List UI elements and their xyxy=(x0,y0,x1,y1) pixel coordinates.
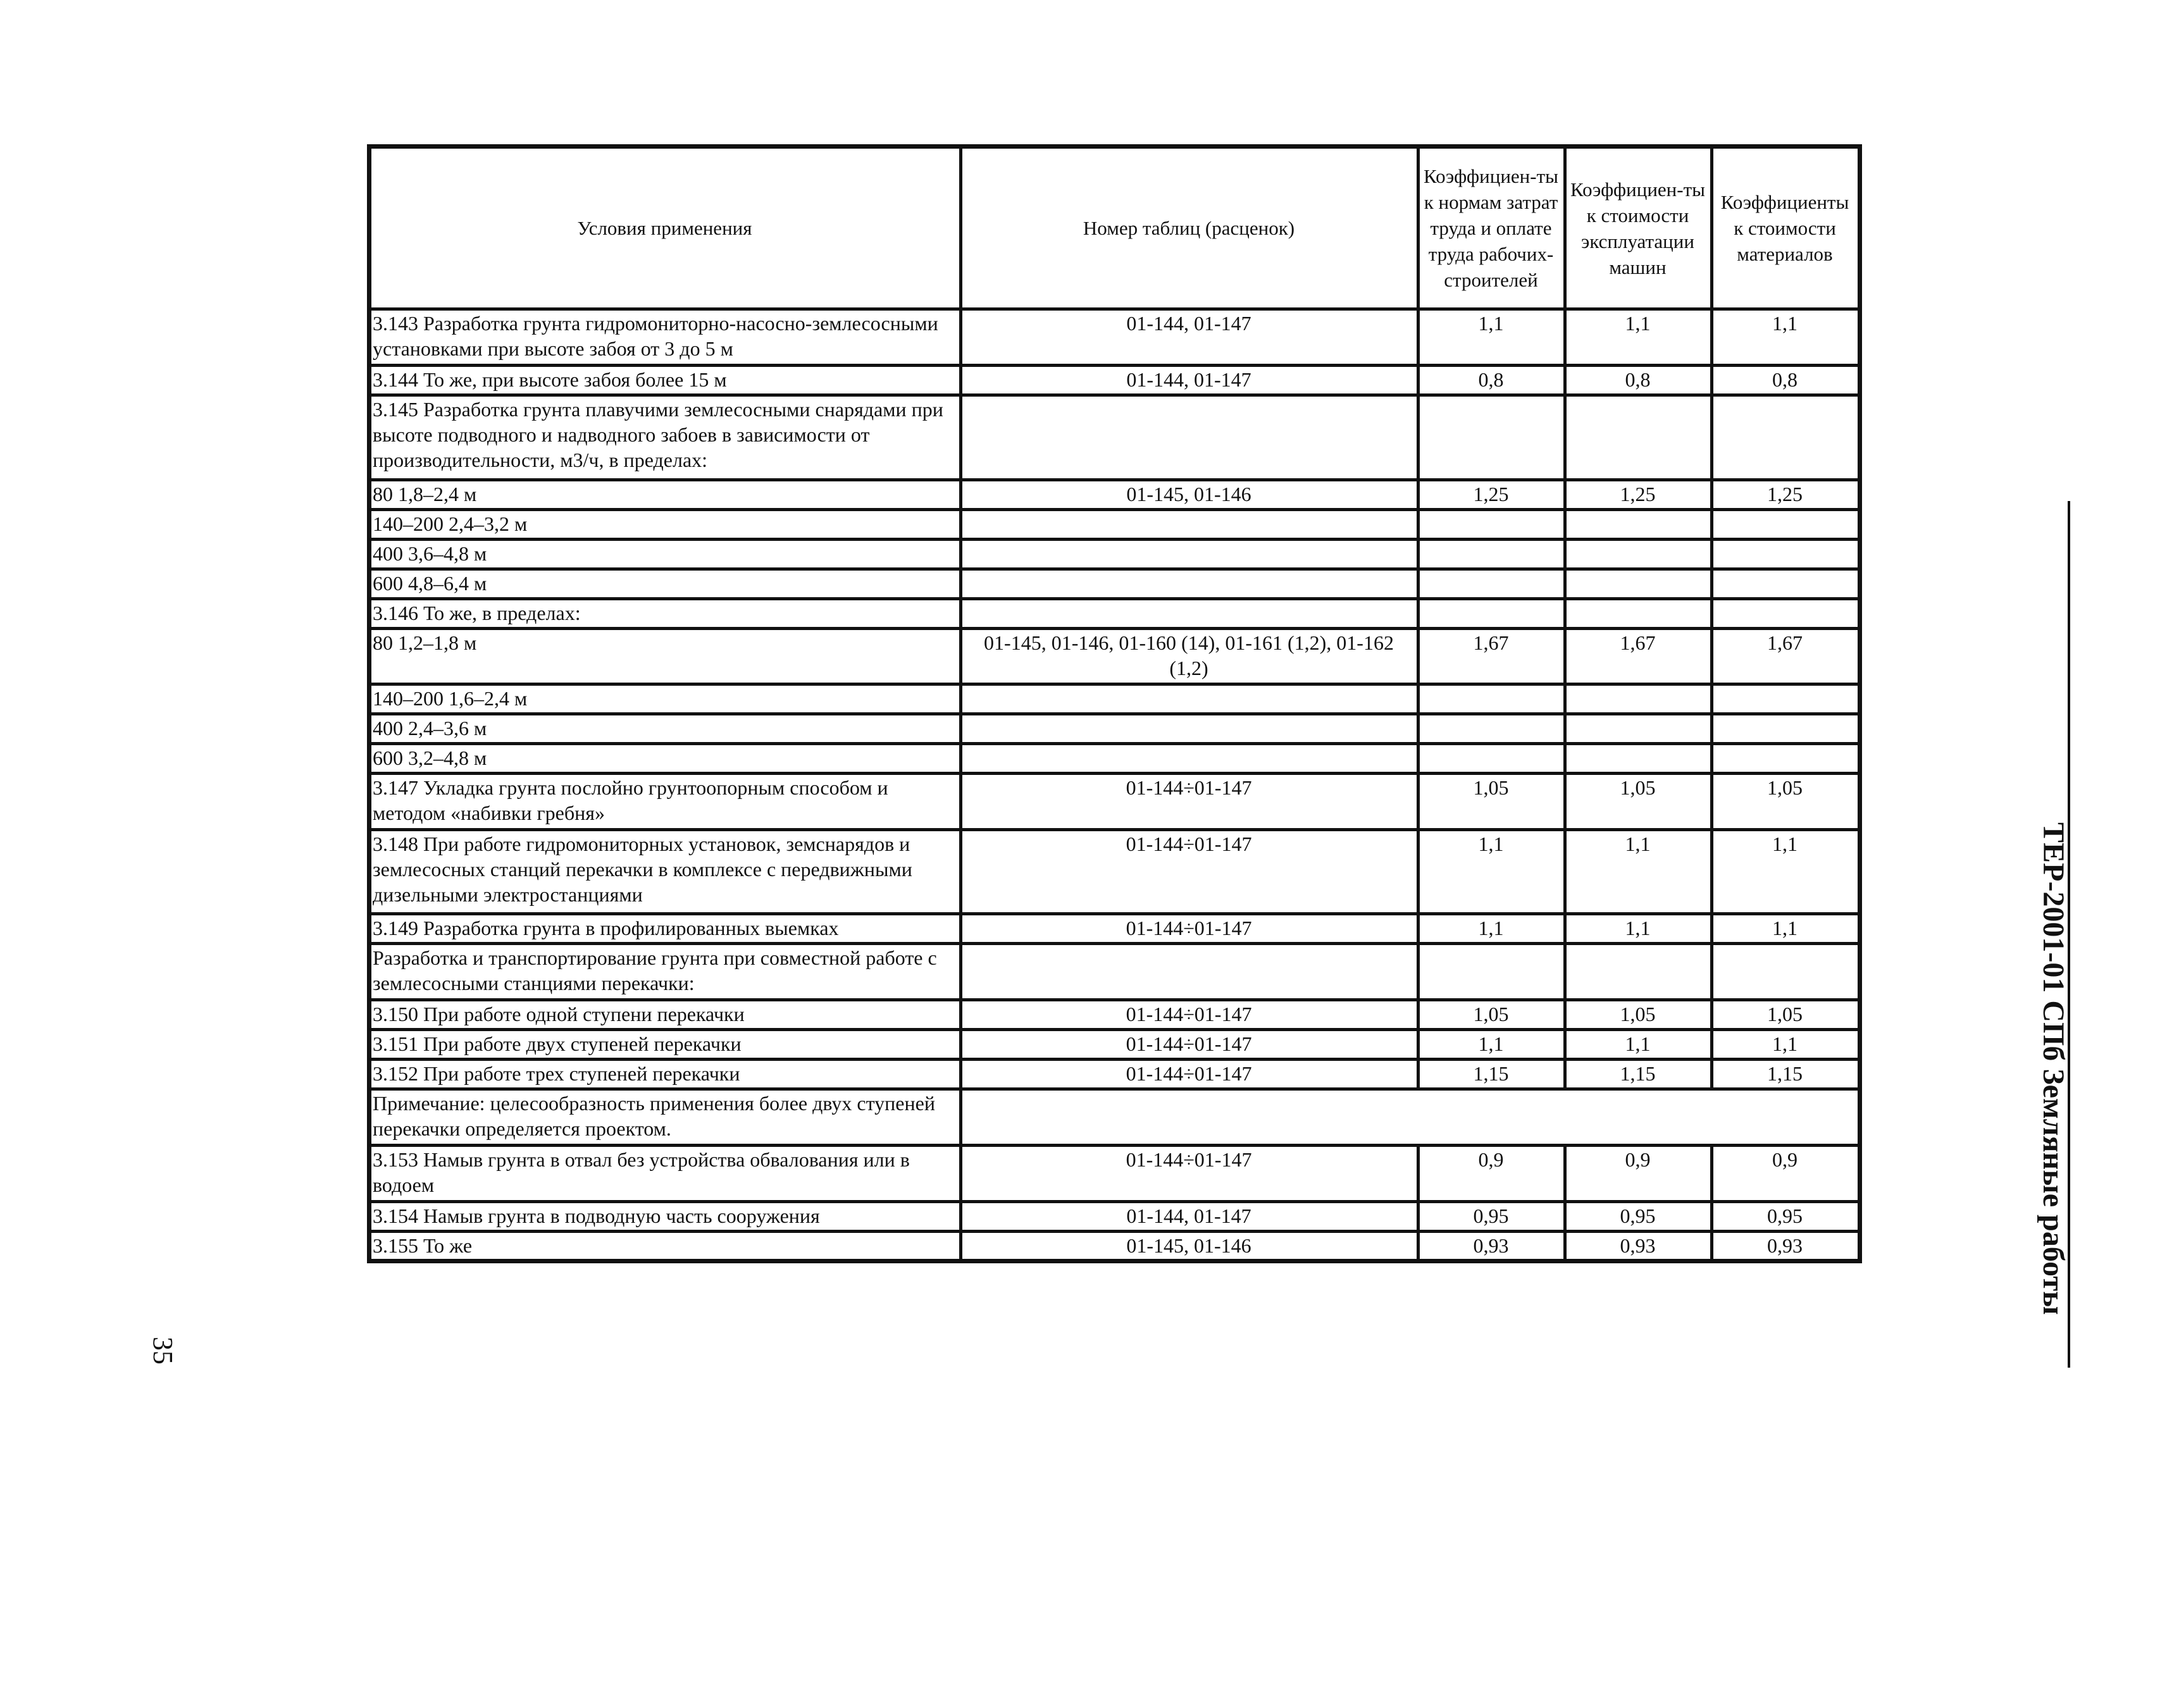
conditions-cell: 3.144 То же, при высоте забоя более 15 м xyxy=(369,366,961,395)
table-row xyxy=(369,599,1860,629)
coef-materials-cell xyxy=(1712,510,1860,540)
coef-machines-cell: 0,93 xyxy=(1565,1232,1712,1261)
coef-materials-cell xyxy=(1712,944,1860,1000)
table-row xyxy=(369,944,1860,1000)
table-row xyxy=(369,684,1860,714)
table-row xyxy=(369,540,1860,569)
table-row xyxy=(369,914,1860,944)
conditions-cell: 3.143 Разработка грунта гидромониторно-насосно-землесосными установками при высоте забоя от 3 до 5 м xyxy=(369,309,961,366)
coef-labor-cell: 0,8 xyxy=(1419,366,1565,395)
conditions-cell: 3.150 При работе одной ступени перекачки xyxy=(369,1000,961,1030)
table-numbers-cell: 01-144, 01-147 xyxy=(961,366,1419,395)
table-numbers-cell xyxy=(961,540,1419,569)
coef-labor-cell: 1,1 xyxy=(1419,830,1565,914)
table-numbers-cell: 01-144÷01-147 xyxy=(961,1060,1419,1089)
coef-machines-cell: 1,15 xyxy=(1565,1060,1712,1089)
conditions-cell: 140–200 1,6–2,4 м xyxy=(369,684,961,714)
table-numbers-cell: 01-144÷01-147 xyxy=(961,774,1419,830)
table-row xyxy=(369,309,1860,366)
table-numbers-cell xyxy=(961,569,1419,599)
coef-labor-cell: 1,1 xyxy=(1419,309,1565,366)
coef-labor-cell xyxy=(1419,569,1565,599)
coef-labor-cell: 0,95 xyxy=(1419,1202,1565,1232)
table-row xyxy=(369,1060,1860,1089)
conditions-cell: 400 2,4–3,6 м xyxy=(369,714,961,744)
table-row xyxy=(369,395,1860,480)
table-numbers-cell xyxy=(961,510,1419,540)
coef-machines-cell: 0,9 xyxy=(1565,1146,1712,1202)
coef-machines-cell xyxy=(1565,599,1712,629)
coef-materials-cell: 1,05 xyxy=(1712,1000,1860,1030)
coef-machines-cell: 1,25 xyxy=(1565,480,1712,510)
header-row xyxy=(369,147,1860,309)
coef-materials-cell: 1,1 xyxy=(1712,1030,1860,1060)
coef-materials-cell: 1,1 xyxy=(1712,830,1860,914)
table-row xyxy=(369,1146,1860,1202)
conditions-cell: 400 3,6–4,8 м xyxy=(369,540,961,569)
coef-materials-cell: 1,67 xyxy=(1712,629,1860,684)
conditions-cell: 3.146 То же, в пределах: xyxy=(369,599,961,629)
conditions-cell: 3.151 При работе двух ступеней перекачки xyxy=(369,1030,961,1060)
coef-machines-cell xyxy=(1565,569,1712,599)
table-row xyxy=(369,714,1860,744)
conditions-cell: 600 3,2–4,8 м xyxy=(369,744,961,774)
table-row xyxy=(369,480,1860,510)
coef-machines-cell xyxy=(1565,944,1712,1000)
coef-materials-cell: 1,05 xyxy=(1712,774,1860,830)
table-numbers-cell: 01-144÷01-147 xyxy=(961,1030,1419,1060)
table-numbers-cell xyxy=(961,684,1419,714)
table-row xyxy=(369,366,1860,395)
coef-labor-cell: 0,9 xyxy=(1419,1146,1565,1202)
table-numbers-cell: 01-144, 01-147 xyxy=(961,309,1419,366)
table-numbers-cell: 01-145, 01-146 xyxy=(961,480,1419,510)
coef-labor-cell: 1,15 xyxy=(1419,1060,1565,1089)
table-numbers-cell: 01-144, 01-147 xyxy=(961,1202,1419,1232)
coef-labor-cell xyxy=(1419,510,1565,540)
note-row xyxy=(369,1089,1860,1146)
coef-materials-cell: 0,9 xyxy=(1712,1146,1860,1202)
table-row xyxy=(369,774,1860,830)
conditions-cell: 3.153 Намыв грунта в отвал без устройства обвалования или в водоем xyxy=(369,1146,961,1202)
coef-machines-cell xyxy=(1565,744,1712,774)
coef-machines-cell xyxy=(1565,684,1712,714)
table-row xyxy=(369,629,1860,684)
coef-labor-cell: 1,67 xyxy=(1419,629,1565,684)
table-row xyxy=(369,1232,1860,1261)
coef-materials-cell: 0,8 xyxy=(1712,366,1860,395)
table-numbers-cell: 01-144÷01-147 xyxy=(961,1000,1419,1030)
note-empty-cell xyxy=(961,1089,1860,1146)
table-row xyxy=(369,1030,1860,1060)
coef-machines-cell: 1,05 xyxy=(1565,1000,1712,1030)
coef-materials-cell xyxy=(1712,540,1860,569)
note-cell: Примечание: целесообразность применения более двух ступеней перекачки определяется проектом. xyxy=(369,1089,961,1146)
coef-labor-cell xyxy=(1419,944,1565,1000)
table-numbers-cell xyxy=(961,944,1419,1000)
table-numbers-cell xyxy=(961,599,1419,629)
conditions-cell: Разработка и транспортирование грунта при совместной работе с землесосными станциями перекачки: xyxy=(369,944,961,1000)
coef-labor-cell xyxy=(1419,684,1565,714)
coef-materials-cell xyxy=(1712,599,1860,629)
conditions-cell: 80 1,2–1,8 м xyxy=(369,629,961,684)
coef-machines-cell: 1,67 xyxy=(1565,629,1712,684)
coef-machines-cell: 0,95 xyxy=(1565,1202,1712,1232)
coef-labor-cell xyxy=(1419,744,1565,774)
conditions-cell: 3.147 Укладка грунта послойно грунтоопорным способом и методом «набивки гребня» xyxy=(369,774,961,830)
conditions-cell: 140–200 2,4–3,2 м xyxy=(369,510,961,540)
page-number: 35 xyxy=(147,1337,178,1365)
coef-machines-cell: 1,1 xyxy=(1565,830,1712,914)
conditions-cell: 3.152 При работе трех ступеней перекачки xyxy=(369,1060,961,1089)
coef-materials-cell xyxy=(1712,714,1860,744)
coef-labor-cell: 1,1 xyxy=(1419,1030,1565,1060)
coef-materials-cell: 0,95 xyxy=(1712,1202,1860,1232)
header-conditions: Условия применения xyxy=(369,147,961,309)
coef-materials-cell xyxy=(1712,569,1860,599)
conditions-cell: 80 1,8–2,4 м xyxy=(369,480,961,510)
conditions-cell: 600 4,8–6,4 м xyxy=(369,569,961,599)
coef-machines-cell: 1,05 xyxy=(1565,774,1712,830)
table-row xyxy=(369,569,1860,599)
table-numbers-cell: 01-144÷01-147 xyxy=(961,914,1419,944)
coef-machines-cell xyxy=(1565,395,1712,480)
conditions-cell: 3.154 Намыв грунта в подводную часть сооружения xyxy=(369,1202,961,1232)
coef-machines-cell xyxy=(1565,714,1712,744)
coef-machines-cell xyxy=(1565,540,1712,569)
table-row xyxy=(369,1000,1860,1030)
table-numbers-cell: 01-145, 01-146, 01-160 (14), 01-161 (1,2), 01-162 (1,2) xyxy=(961,629,1419,684)
table-numbers-cell: 01-144÷01-147 xyxy=(961,1146,1419,1202)
coef-labor-cell: 1,1 xyxy=(1419,914,1565,944)
coef-machines-cell: 0,8 xyxy=(1565,366,1712,395)
coef-materials-cell: 1,1 xyxy=(1712,309,1860,366)
conditions-cell: 3.155 То же xyxy=(369,1232,961,1261)
header-coef-machines: Коэффициен-ты к стоимости эксплуатации машин xyxy=(1565,147,1712,309)
coef-labor-cell xyxy=(1419,395,1565,480)
table-row xyxy=(369,830,1860,914)
table-numbers-cell xyxy=(961,714,1419,744)
coef-machines-cell: 1,1 xyxy=(1565,914,1712,944)
running-title: ТЕР-2001-01 СПб Земляные работы xyxy=(2037,822,2070,1315)
table-body xyxy=(369,309,1860,1261)
coef-materials-cell xyxy=(1712,684,1860,714)
header-table-numbers: Номер таблиц (расценок) xyxy=(961,147,1419,309)
coef-machines-cell: 1,1 xyxy=(1565,1030,1712,1060)
coef-machines-cell xyxy=(1565,510,1712,540)
coef-labor-cell: 1,25 xyxy=(1419,480,1565,510)
table-row xyxy=(369,1202,1860,1232)
coef-labor-cell: 1,05 xyxy=(1419,1000,1565,1030)
coef-labor-cell xyxy=(1419,599,1565,629)
table-numbers-cell: 01-144÷01-147 xyxy=(961,830,1419,914)
coefficients-table xyxy=(367,144,1862,1263)
coef-materials-cell xyxy=(1712,395,1860,480)
coef-labor-cell xyxy=(1419,540,1565,569)
conditions-cell: 3.148 При работе гидромониторных установок, земснарядов и землесосных станций перекачки в комплексе с передвижными дизельными электростанциями xyxy=(369,830,961,914)
table-numbers-cell xyxy=(961,395,1419,480)
table-row xyxy=(369,744,1860,774)
conditions-cell: 3.145 Разработка грунта плавучими землесосными снарядами при высоте подводного и надводного забоев в зависимости от производительности, м3/ч, в пределах: xyxy=(369,395,961,480)
table-numbers-cell: 01-145, 01-146 xyxy=(961,1232,1419,1261)
coef-materials-cell: 1,1 xyxy=(1712,914,1860,944)
coef-labor-cell: 1,05 xyxy=(1419,774,1565,830)
table-numbers-cell xyxy=(961,744,1419,774)
coef-materials-cell: 0,93 xyxy=(1712,1232,1860,1261)
conditions-cell: 3.149 Разработка грунта в профилированных выемках xyxy=(369,914,961,944)
coef-labor-cell xyxy=(1419,714,1565,744)
coef-materials-cell: 1,25 xyxy=(1712,480,1860,510)
header-coef-labor: Коэффициен-ты к нормам затрат труда и оплате труда рабочих-строителей xyxy=(1419,147,1565,309)
coef-materials-cell xyxy=(1712,744,1860,774)
coef-machines-cell: 1,1 xyxy=(1565,309,1712,366)
coef-materials-cell: 1,15 xyxy=(1712,1060,1860,1089)
coef-labor-cell: 0,93 xyxy=(1419,1232,1565,1261)
header-coef-materials: Коэффициенты к стоимости материалов xyxy=(1712,147,1860,309)
table-row xyxy=(369,510,1860,540)
